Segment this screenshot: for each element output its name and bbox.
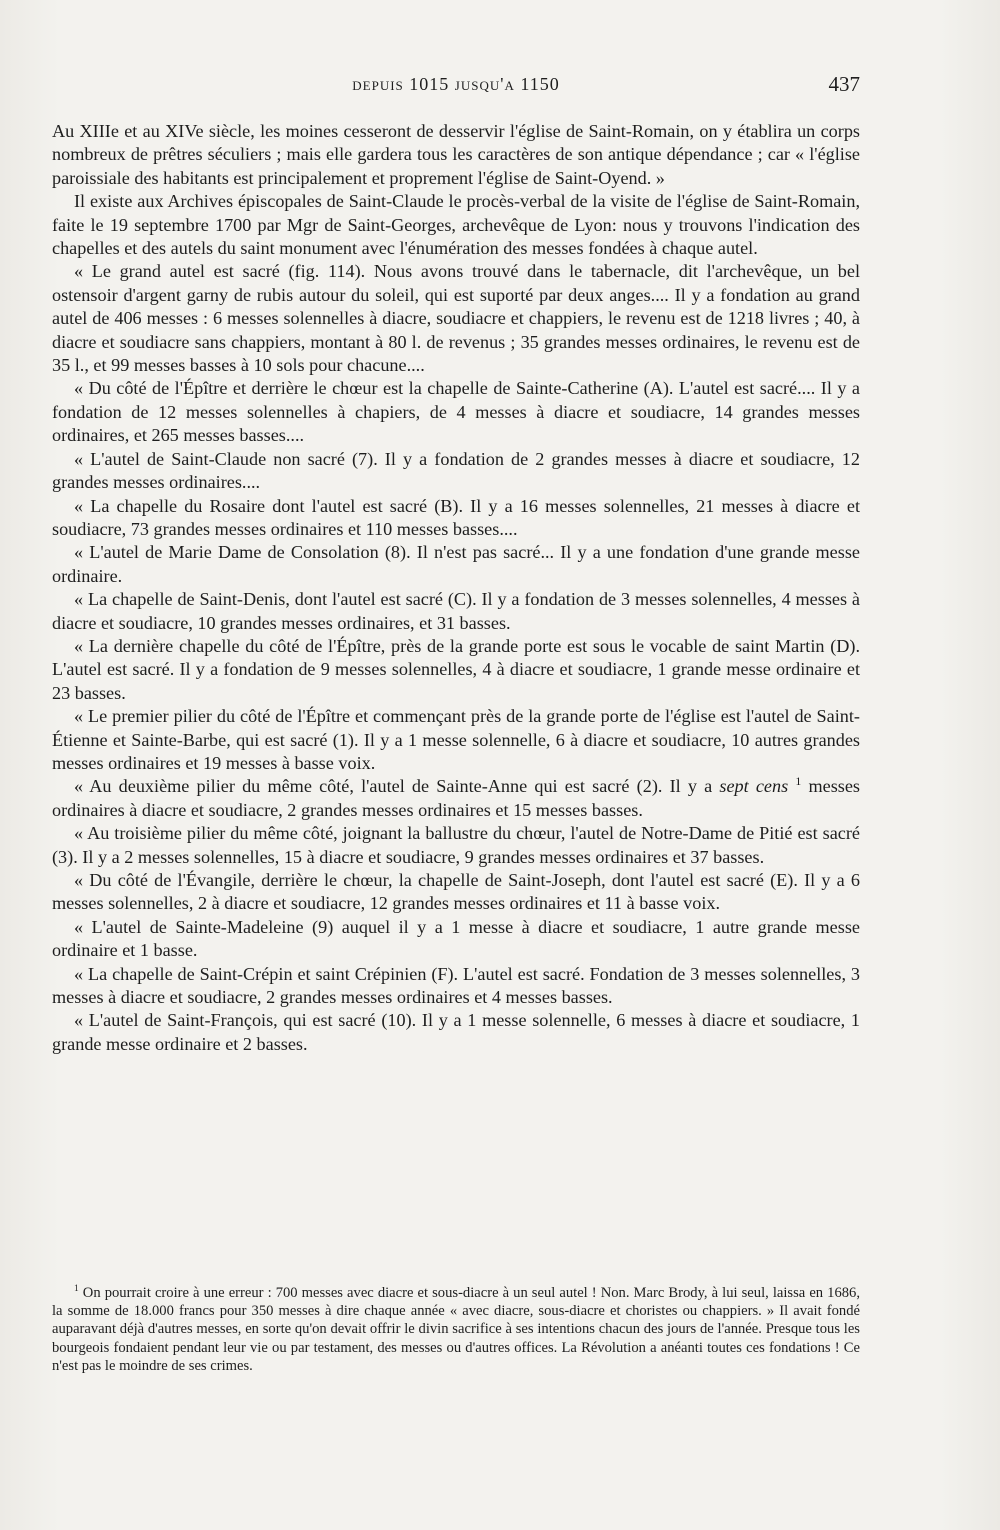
footnote-reference: 1: [795, 774, 802, 789]
running-title: depuis 1015 jusqu'a 1150: [352, 74, 560, 94]
paragraph: « L'autel de Sainte-Madeleine (9) auquel il y a 1 messe à diacre et soudiacre, 1 autre grande messe ordinaire et 1 basse.: [52, 916, 860, 961]
footnote-marker: 1: [74, 1284, 79, 1295]
paragraph: « La chapelle du Rosaire dont l'autel est sacré (B). Il y a 16 messes solennelles, 21 messes à diacre et soudiacre, 73 grandes messes ordinaires et 110 messes basses....: [52, 495, 860, 539]
paragraph: « Au troisième pilier du même côté, joignant la ballustre du chœur, l'autel de Notre-Dame de Pitié est sacré (3). Il y a 2 messes solennelles, 15 à diacre et soudiacre, 9 grandes messes ordinaires et 37 basses.: [52, 823, 860, 867]
paragraph: Au XIIIe et au XIVe siècle, les moines cesseront de desservir l'église de Saint-Romain, on y établira un corps nombreux de prêtres séculiers ; mais elle gardera tous les caractères de son antique dépendance ; car « l'église paroissiale des habitants est principalement et proprement l'église de Saint-Oyend. »: [52, 121, 860, 188]
italic-text: sept cens: [719, 776, 789, 797]
paragraph: « La dernière chapelle du côté de l'Épître, près de la grande porte est sous le vocable de saint Martin (D). L'autel est sacré. Il y a fondation de 9 messes solennelles, 4 à diacre et soudiacre, 1 grande messe ordinaire et 23 basses.: [52, 635, 860, 703]
page-header: [52, 74, 860, 104]
paragraph-text: messes ordinaires à diacre et soudiacre, 2 grandes messes ordinaires et 15 messes basses.: [52, 776, 860, 820]
paragraph: « Le grand autel est sacré (fig. 114). Nous avons trouvé dans le tabernacle, dit l'archevêque, un bel ostensoir d'argent garny de rubis autour du soleil, qui est suporté par deux anges.... Il y a fondation au grand autel de 406 messes : 6 messes solennelles à diacre, soudiacre et chappiers, le revenu est de 1218 livres ; 40, à diacre et soudiacre sans chappiers, montant à 80 l. de revenus ; 35 grandes messes ordinaires, le revenu est de 35 l., et 99 messes basses à 10 sols pour chacune....: [52, 261, 860, 376]
paragraph: « L'autel de Saint-Claude non sacré (7). Il y a fondation de 2 grandes messes à diacre et soudiacre, 12 grandes messes ordinaires....: [52, 448, 860, 493]
paragraph: « L'autel de Marie Dame de Consolation (8). Il n'est pas sacré... Il y a une fondation d'une grande messe ordinaire.: [52, 542, 860, 586]
paragraph: Il existe aux Archives épiscopales de Saint-Claude le procès-verbal de la visite de l'église de Saint-Romain, faite le 19 septembre 1700 par Mgr de Saint-Georges, archevêque de Lyon: nous y trouvons l'indication des chapelles et des autels du saint monument avec l'énumération des messes fondées à chaque autel.: [52, 191, 860, 259]
footnote-text: On pourrait croire à une erreur : 700 messes avec diacre et sous-diacre à un seul autel ! Non. Marc Brody, à lui seul, laissa en 1686, la somme de 18.000 francs pour 350 messes à dire chaque année « avec diacre, sous-diacre et choristes ou chappiers. » Il avait fondé auparavant déjà d'autres messes, en sorte qu'on devait offrir le divin sacrifice à ses intentions chacun des jours de l'année. Presque tous les bourgeois fondaient pendant leur vie ou par testament, des messes ou d'autres offices. La Révolution a anéanti toutes ces fondations ! Ce n'est pas le moindre de ses crimes.: [52, 1285, 860, 1374]
paragraph-text: « Au deuxième pilier du même côté, l'autel de Sainte-Anne qui est sacré (2). Il y a: [74, 776, 720, 797]
footnote: [52, 1284, 860, 1375]
main-text: [52, 120, 860, 1056]
paragraph: « La chapelle de Saint-Denis, dont l'autel est sacré (C). Il y a fondation de 3 messes solennelles, 4 messes à diacre et soudiacre, 10 grandes messes ordinaires, et 31 basses.: [52, 589, 860, 633]
paragraph: « L'autel de Saint-François, qui est sacré (10). Il y a 1 messe solennelle, 6 messes à diacre et soudiacre, 1 grande messe ordinaire et 2 basses.: [52, 1010, 860, 1054]
paragraph: « Du côté de l'Épître et derrière le chœur est la chapelle de Sainte-Catherine (A). L'autel est sacré.... Il y a fondation de 12 messes solennelles à chapiers, de 4 messes à diacre et soudiacre, 14 grandes messes ordinaires, et 265 messes basses....: [52, 378, 860, 446]
paragraph: « La chapelle de Saint-Crépin et saint Crépinien (F). L'autel est sacré. Fondation de 3 messes solennelles, 3 messes à diacre et soudiacre, 2 grandes messes ordinaires et 4 messes basses.: [52, 963, 860, 1008]
paragraph: « Du côté de l'Évangile, derrière le chœur, la chapelle de Saint-Joseph, dont l'autel est sacré (E). Il y a 6 messes solennelles, 2 à diacre et soudiacre, 12 grandes messes ordinaires et 11 à basse voix.: [52, 870, 860, 914]
page-number: 437: [828, 72, 860, 96]
footnotes: [52, 1284, 860, 1375]
paragraph-deuxieme-pilier: [52, 775, 860, 822]
paragraph: « Le premier pilier du côté de l'Épître et commençant près de la grande porte de l'église est l'autel de Saint-Étienne et Sainte-Barbe, qui est sacré (1). Il y a 1 messe solennelle, 6 à diacre et soudiacre, 10 autres grandes messes ordinaires et 19 messes à basse voix.: [52, 706, 860, 773]
